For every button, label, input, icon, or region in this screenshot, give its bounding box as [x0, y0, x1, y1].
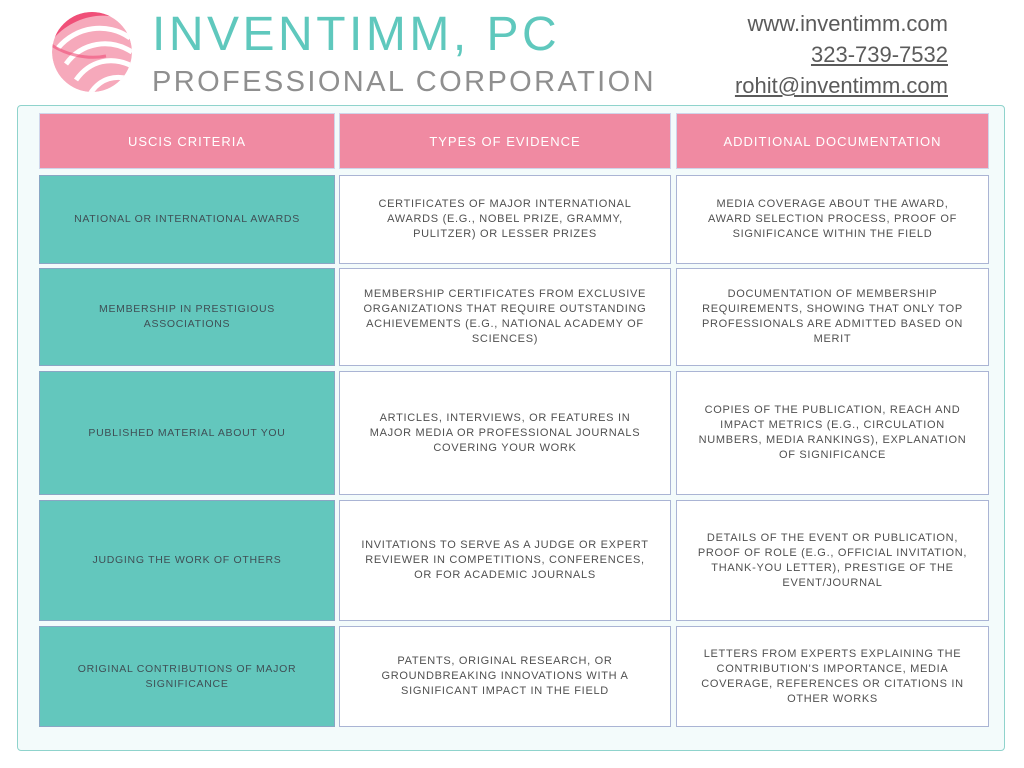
- criteria-cell: JUDGING THE WORK OF OTHERS: [39, 500, 335, 621]
- pink-shell-icon: [46, 8, 136, 96]
- documentation-cell: COPIES OF THE PUBLICATION, REACH AND IMPACT METRICS (E.G., CIRCULATION NUMBERS, MEDIA RANKINGS), EXPLANATION OF SIGNIFICANCE: [676, 371, 989, 495]
- documentation-cell: DETAILS OF THE EVENT OR PUBLICATION, PROOF OF ROLE (E.G., OFFICIAL INVITATION, THANK-YOU LETTER), PRESTIGE OF THE EVENT/JOURNAL: [676, 500, 989, 621]
- evidence-cell: ARTICLES, INTERVIEWS, OR FEATURES IN MAJOR MEDIA OR PROFESSIONAL JOURNALS COVERING YOUR WORK: [339, 371, 671, 495]
- email-link[interactable]: rohit@inventimm.com: [734, 73, 948, 98]
- brand-subtitle: PROFESSIONAL CORPORATION: [152, 66, 656, 98]
- website-text[interactable]: www.inventimm.com: [747, 11, 948, 36]
- column-header-evidence: TYPES OF EVIDENCE: [339, 113, 671, 169]
- phone-link[interactable]: 323-739-7532: [810, 42, 948, 67]
- criteria-cell: MEMBERSHIP IN PRESTIGIOUS ASSOCIATIONS: [39, 268, 335, 366]
- documentation-cell: DOCUMENTATION OF MEMBERSHIP REQUIREMENTS, SHOWING THAT ONLY TOP PROFESSIONALS ARE ADMITTED BASED ON MERIT: [676, 268, 989, 366]
- documentation-cell: MEDIA COVERAGE ABOUT THE AWARD, AWARD SELECTION PROCESS, PROOF OF SIGNIFICANCE WITHIN THE FIELD: [676, 175, 989, 264]
- column-header-documentation: ADDITIONAL DOCUMENTATION: [676, 113, 989, 169]
- evidence-cell: INVITATIONS TO SERVE AS A JUDGE OR EXPERT REVIEWER IN COMPETITIONS, CONFERENCES, OR FOR ACADEMIC JOURNALS: [339, 500, 671, 621]
- criteria-cell: NATIONAL OR INTERNATIONAL AWARDS: [39, 175, 335, 264]
- documentation-cell: LETTERS FROM EXPERTS EXPLAINING THE CONTRIBUTION'S IMPORTANCE, MEDIA COVERAGE, REFERENCES OR CITATIONS IN OTHER WORKS: [676, 626, 989, 727]
- evidence-cell: PATENTS, ORIGINAL RESEARCH, OR GROUNDBREAKING INNOVATIONS WITH A SIGNIFICANT IMPACT IN THE FIELD: [339, 626, 671, 727]
- brand-title: INVENTIMM, PC: [152, 8, 561, 61]
- criteria-cell: ORIGINAL CONTRIBUTIONS OF MAJOR SIGNIFICANCE: [39, 626, 335, 727]
- criteria-cell: PUBLISHED MATERIAL ABOUT YOU: [39, 371, 335, 495]
- contact-block: [735, 8, 948, 101]
- evidence-cell: CERTIFICATES OF MAJOR INTERNATIONAL AWARDS (E.G., NOBEL PRIZE, GRAMMY, PULITZER) OR LESSER PRIZES: [339, 175, 671, 264]
- column-header-criteria: USCIS CRITERIA: [39, 113, 335, 169]
- evidence-cell: MEMBERSHIP CERTIFICATES FROM EXCLUSIVE ORGANIZATIONS THAT REQUIRE OUTSTANDING ACHIEVEMENTS (E.G., NATIONAL ACADEMY OF SCIENCES): [339, 268, 671, 366]
